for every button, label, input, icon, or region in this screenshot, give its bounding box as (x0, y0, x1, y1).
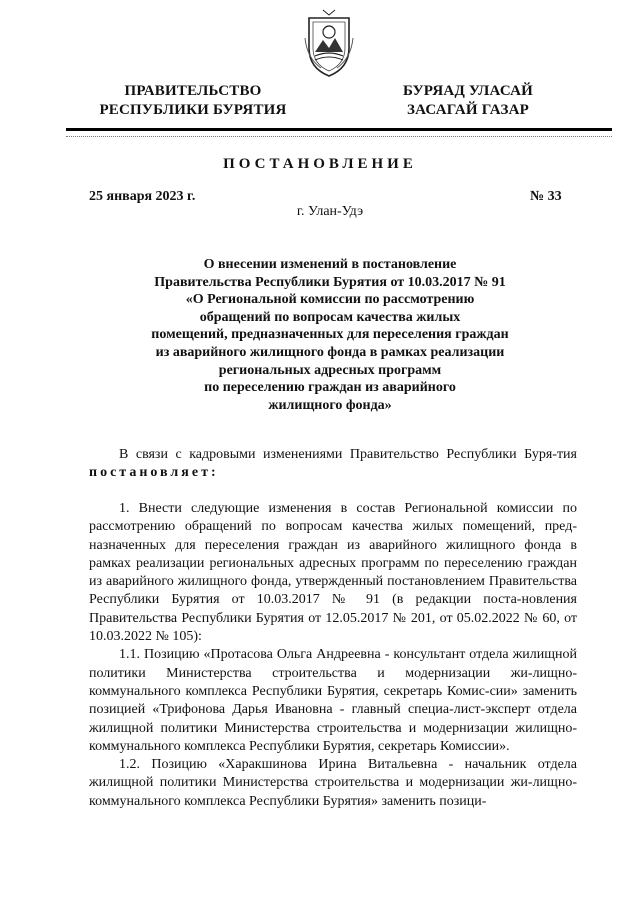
coat-of-arms-emblem (301, 8, 357, 78)
paragraph-1: 1. Внести следующие изменения в состав Региональной комиссии по рассмотрению обращений по вопросам качества жилых помещений, пред-назначенных для переселения граждан из аварийного жилищного фонда в рамках реализации региональных адресных программ по переселению граждан из аварийного жилищного фонда, утвержденный постановлением Правительства Республики Бурятия от 10.03.2017 № 91 (в редакции поста-новления Правительства Республики Бурятия от 12.05.2017 № 201, от 05.02.2022 № 60, от 10.03.2022 № 105): (89, 501, 577, 645)
title-line: обращений по вопросам качества жилых (199, 309, 461, 325)
title-line: Правительства Республики Бурятия от 10.03.2017 № 91 (154, 274, 506, 290)
document-title (130, 256, 530, 414)
header-right-line1: БУРЯАД УЛАСАЙ (402, 83, 534, 99)
header-left-line2: РЕСПУБЛИКИ БУРЯТИЯ (99, 102, 287, 118)
title-line: региональных адресных программ (218, 362, 442, 378)
document-date: 25 января 2023 г. (89, 189, 196, 204)
title-line: «О Региональной комиссии по рассмотрению (185, 292, 475, 308)
header-government-ru (88, 82, 298, 120)
header-left-line1: ПРАВИТЕЛЬСТВО (124, 83, 262, 99)
header-right-line2: ЗАСАГАЙ ГАЗАР (407, 102, 529, 118)
intro-text: В связи с кадровыми изменениями Правительство Республики Буря-тия (119, 447, 577, 462)
paragraph-1-2: 1.2. Позицию «Харакшинова Ирина Витальевна - начальник отдела жилищной политики Министерства строительства и модернизации жи-лищно-коммунального комплекса Республики Бурятия» заменить позици- (89, 757, 577, 809)
header-divider-dotted (66, 136, 612, 137)
title-line: из аварийного жилищного фонда в рамках реализации (155, 344, 505, 360)
document-city: г. Улан-Удэ (296, 204, 364, 219)
header-divider-thick (66, 128, 612, 131)
paragraph-1-1: 1.1. Позицию «Протасова Ольга Андреевна - консультант отдела жилищной политики Министерства строительства и модернизации жи-лищно-коммунального комплекса Республики Бурятия, секретарь Комис-сии» заменить позицией «Трифонова Дарья Ивановна - главный специа-лист-эксперт отдела жилищной политики Министерства строительства и модернизации жилищно-коммунального комплекса Республики Бурятия, секретарь Комиссии». (89, 647, 577, 754)
title-line: жилищного фонда» (268, 397, 392, 413)
document-number: № 33 (530, 189, 562, 204)
resolves-word: постановляет: (89, 465, 219, 481)
body-text (89, 500, 577, 811)
header-government-bua (388, 82, 548, 120)
title-line: О внесении изменений в постановление (203, 257, 457, 272)
intro-paragraph (89, 446, 577, 483)
document-type: ПОСТАНОВЛЕНИЕ (223, 156, 417, 172)
title-line: помещений, предназначенных для переселения граждан (151, 327, 509, 343)
title-line: по переселению граждан из аварийного (204, 380, 456, 396)
